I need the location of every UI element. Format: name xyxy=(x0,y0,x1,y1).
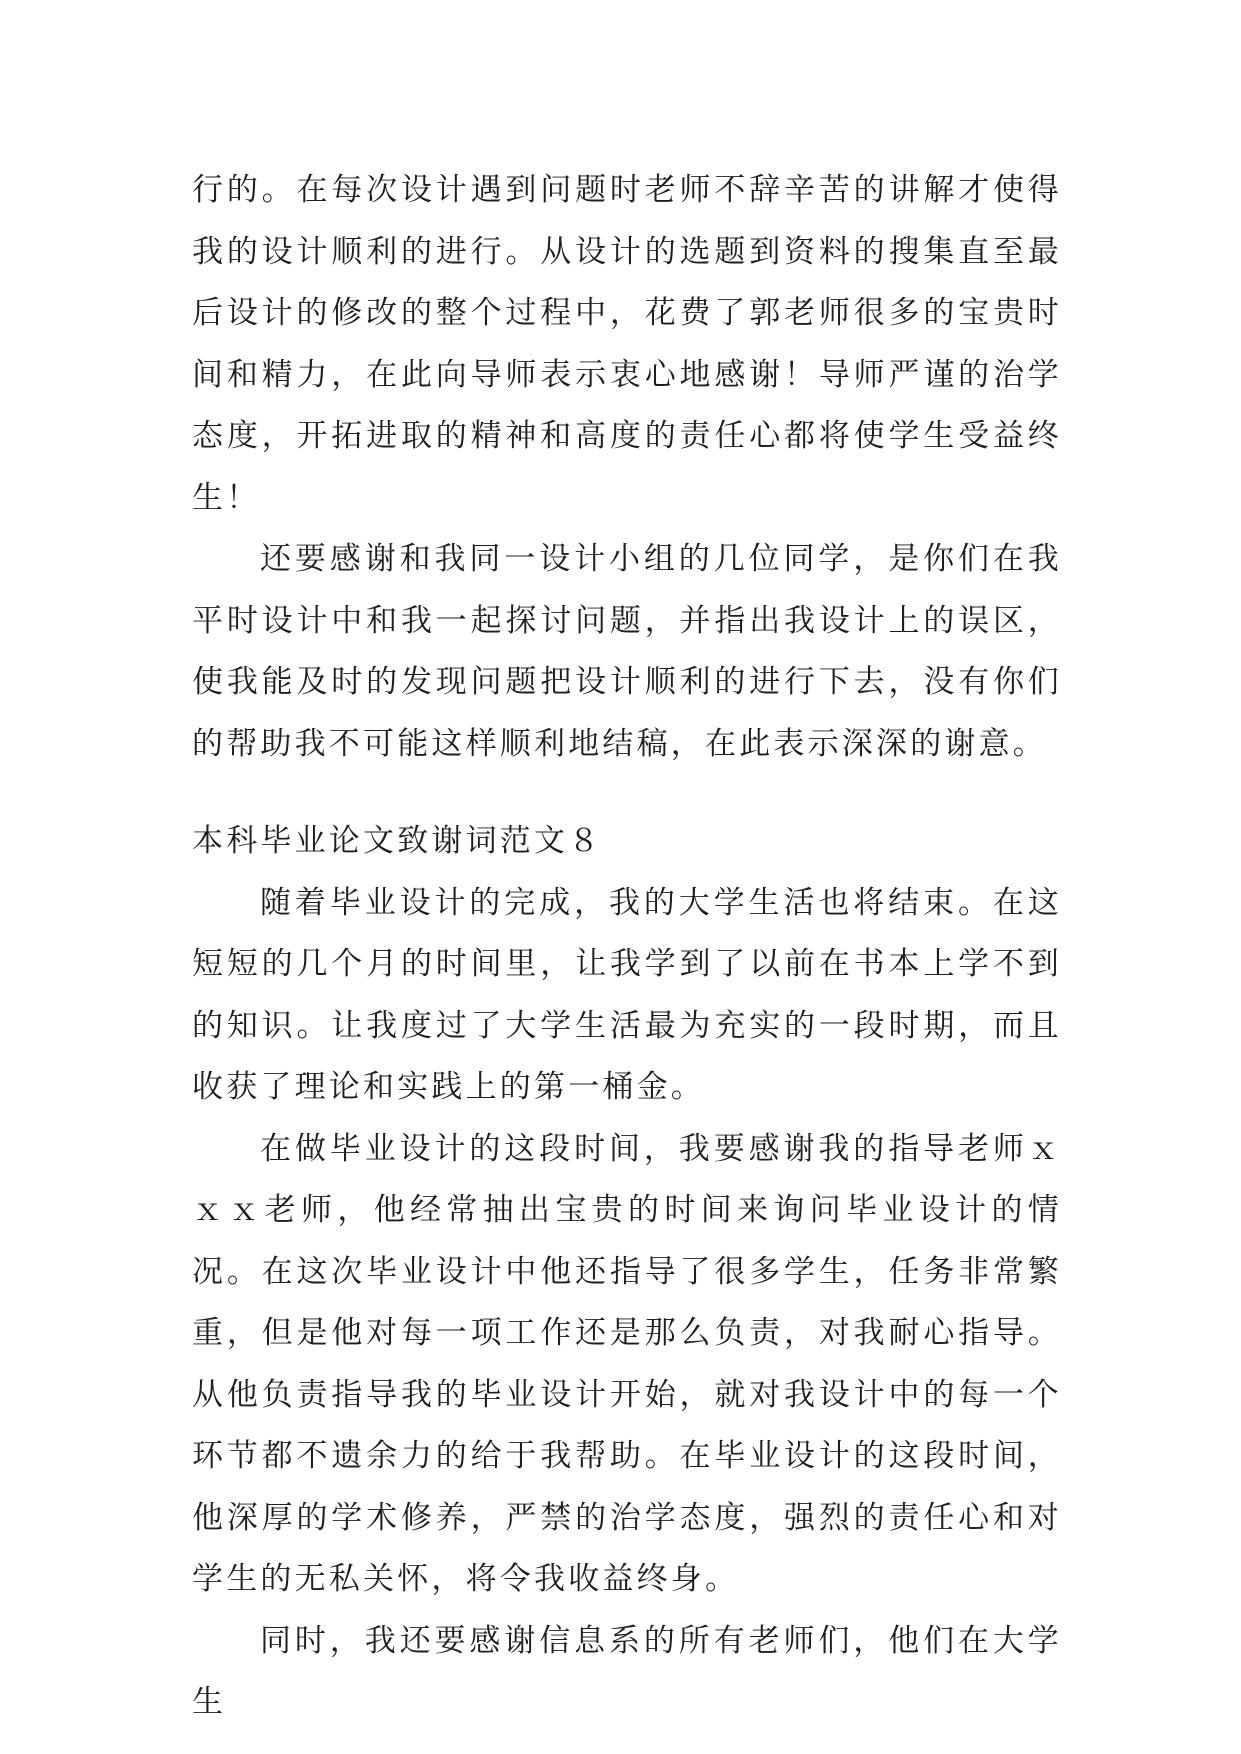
paragraph-faculty-thanks: 同时，我还要感谢信息系的所有老师们，他们在大学生 xyxy=(192,1622,1062,1720)
paragraph-advisor-thanks: 在做毕业设计的这段时间，我要感谢我的指导老师ｘｘｘ老师，他经常抽出宝贵的时间来询问毕业设计的情况。在这次毕业设计中他还指导了很多学生，任务非常繁重，但是他对每一项工作还是那么负责，对我耐心指导。从他负责指导我的毕业设计开始，就对我设计中的每一个环节都不遗余力的给于我帮助。在毕业设计的这段时间，他深厚的学术修养，严禁的治学态度，强烈的责任心和对学生的无私关怀，将令我收益终身。 xyxy=(192,1130,1062,1597)
paragraph-classmates-thanks: 还要感谢和我同一设计小组的几位同学，是你们在我平时设计中和我一起探讨问题，并指出我设计上的误区，使我能及时的发现问题把设计顺利的进行下去，没有你们的帮助我不可能这样顺利地结稿，在此表示深深的谢意。 xyxy=(192,541,1062,762)
section-heading: 本科毕业论文致谢词范文８ xyxy=(192,823,603,859)
paragraph-continued: 行的。在每次设计遇到问题时老师不辞辛苦的讲解才使得我的设计顺利的进行。从设计的选题到资料的搜集直至最后设计的修改的整个过程中，花费了郭老师很多的宝贵时间和精力，在此向导师表示衷心地感谢！导师严谨的治学态度，开拓进取的精神和高度的责任心都将使学生受益终生！ xyxy=(192,172,1062,516)
document-body xyxy=(192,160,1062,1734)
paragraph-intro: 随着毕业设计的完成，我的大学生活也将结束。在这短短的几个月的时间里，让我学到了以前在书本上学不到的知识。让我度过了大学生活最为充实的一段时期，而且收获了理论和实践上的第一桶金。 xyxy=(192,884,1062,1105)
